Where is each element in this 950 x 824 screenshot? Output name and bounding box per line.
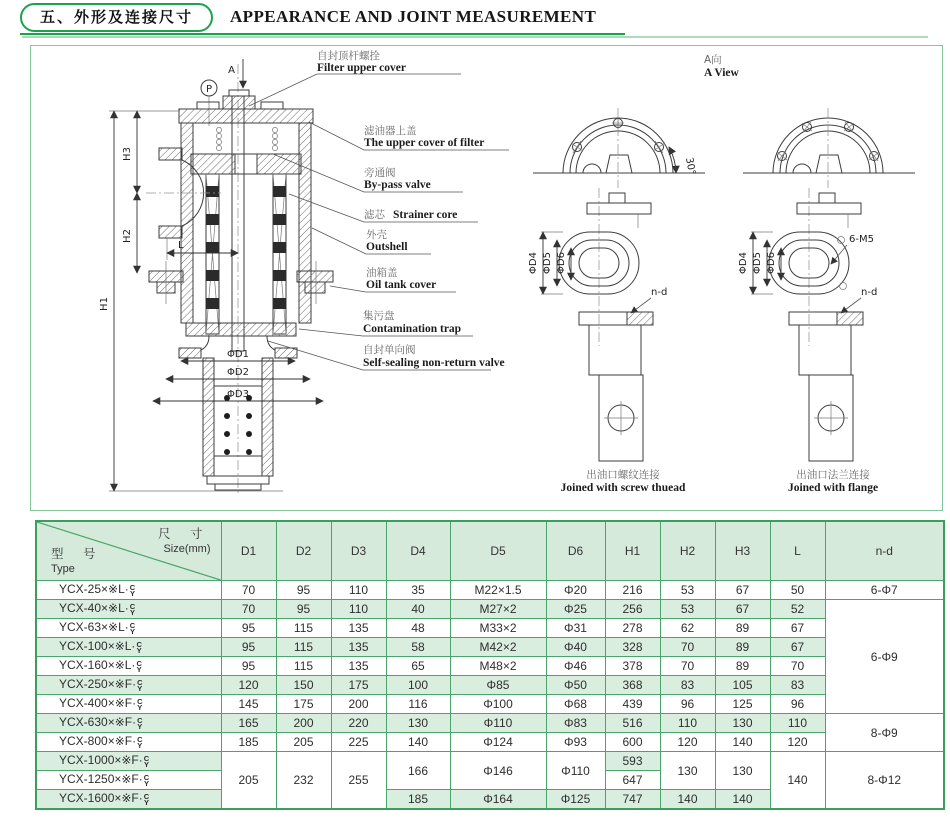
svg-text:集污盘: 集污盘 [363,310,395,322]
svg-text:自封顶杆螺拴: 自封顶杆螺拴 [317,50,380,62]
pressure-port-label: P [205,84,213,95]
corner-type-label: 型 号 Type [51,547,104,575]
col-h3: H3 [715,521,770,581]
col-d4: D4 [386,521,450,581]
svg-text:油箱盖: 油箱盖 [366,267,398,279]
thread-count-label: 6-M5 [849,234,874,245]
table-row: YCX-100×※L· C Y 95 115 135 58 M42×2 Φ40 328 70 89 67 [36,638,944,657]
svg-text:自封单向阀: 自封单向阀 [363,344,416,356]
section-badge: 五、外形及连接尺寸 [20,3,213,32]
diagram-panel [30,45,943,511]
type-cell: YCX-63×※L· C Y [36,619,221,638]
dim-label-d2: ΦD2 [227,367,249,378]
strainer-core-right [273,174,286,334]
col-d5: D5 [450,521,546,581]
dim-label-h2: H2 [122,229,133,243]
svg-text:By-pass valve: By-pass valve [364,179,431,191]
svg-text:滤油器上盖: 滤油器上盖 [364,125,417,137]
type-cell: YCX-630×※F· C Y [36,714,221,733]
type-cell: YCX-100×※L· C Y [36,638,221,657]
col-d6: D6 [546,521,605,581]
svg-text:Outshell: Outshell [366,241,408,253]
table-row: YCX-160×※L· C Y 95 115 135 65 M48×2 Φ46 378 70 89 70 [36,657,944,676]
main-section-view [146,59,333,496]
page-title: APPEARANCE AND JOINT MEASUREMENT [230,7,597,26]
table-row: YCX-400×※F· C Y 145 175 200 116 Φ100 Φ68 439 96 125 96 [36,695,944,714]
type-cell: YCX-40×※L· C Y [36,600,221,619]
dim-label-h3: H3 [122,147,133,161]
svg-text:Oil tank cover: Oil tank cover [366,279,437,291]
table-row: YCX-630×※F· C Y 165 200 220 130 Φ110 Φ83 516 110 130 110 8-Φ9 [36,714,944,733]
a-view-label-en: A View [704,67,739,79]
nd-label-flange: n-d [861,287,878,298]
a-view-label-cn: A向 [704,54,722,66]
col-l: L [770,521,825,581]
type-cell: YCX-400×※F· C Y [36,695,221,714]
callout-contamination-trap [299,309,473,336]
callout-filter-upper-cover [249,49,461,106]
col-nd: n-d [825,521,944,581]
view-direction-label: A [228,65,235,76]
dim-label-d1: ΦD1 [227,349,249,360]
corner-size-label: 尺 寸 Size(mm) [158,527,211,555]
col-h1: H1 [605,521,660,581]
callout-upper-cover-of-filter [309,122,509,150]
col-h2: H2 [660,521,715,581]
svg-text:滤芯: 滤芯 [364,209,385,221]
title-underline [20,33,625,35]
callout-self-sealing-valve [268,341,505,370]
type-cell: YCX-1000×※F· C Y [36,752,221,771]
type-cell: YCX-250×※F· C Y [36,676,221,695]
dimension-table [35,520,945,810]
caption-flange-en: Joined with flange [787,482,879,494]
dim-label-d6: ΦD6 [556,252,567,274]
table-row: YCX-25×※L· C Y 70 95 110 35 M22×1.5 Φ20 216 53 67 50 6-Φ7 [36,581,944,600]
callout-outshell [312,228,431,254]
svg-text:Filter upper cover: Filter upper cover [317,62,406,74]
svg-text:Contamination trap: Contamination trap [363,323,462,335]
type-cell: YCX-1600×※F· C Y [36,790,221,810]
dim-label-l: L [178,240,184,251]
dim-label-d6-flange: ΦD6 [766,252,777,274]
caption-flange-cn: 出油口法兰连接 [796,469,870,481]
type-cell: YCX-160×※L· C Y [36,657,221,676]
type-cell: YCX-25×※L· C Y [36,581,221,600]
col-d3: D3 [331,521,386,581]
dim-label-d5: ΦD5 [542,252,553,274]
flange-view [738,108,915,461]
table-row: YCX-800×※F· C Y 185 205 225 140 Φ124 Φ93 600 120 140 120 [36,733,944,752]
svg-text:外壳: 外壳 [366,229,387,241]
table-row: YCX-63×※L· C Y 95 115 135 48 M33×2 Φ31 278 62 89 67 [36,619,944,638]
col-d1: D1 [221,521,276,581]
callout-oil-tank-cover [330,266,456,292]
table-row: YCX-40×※L· C Y 70 95 110 40 M27×2 Φ25 256 53 67 52 6-Φ9 [36,600,944,619]
svg-text:The upper cover of filter: The upper cover of filter [364,137,485,149]
dim-label-d3: ΦD3 [227,389,249,400]
svg-text:Self-sealing non-return valve: Self-sealing non-return valve [363,357,505,369]
type-cell: YCX-1250×※F· C Y [36,771,221,790]
col-d2: D2 [276,521,331,581]
svg-text:Strainer core: Strainer core [393,209,458,221]
caption-screw-en: Joined with screw thuead [560,482,686,494]
table-row: YCX-1600×※F· C Y 185 Φ164 Φ125 747 140 140 [36,790,944,810]
dim-label-h1: H1 [99,297,110,311]
strainer-core-left [206,174,219,334]
table-corner-header [36,521,221,581]
caption-screw-cn: 出油口螺纹连接 [586,469,660,481]
spring-detail [216,127,277,150]
nd-label-screw: n-d [651,287,668,298]
technical-drawing [31,46,940,508]
table-row: YCX-1250×※F· C Y 647 [36,771,944,790]
callout-strainer-core [289,194,478,222]
header-row [36,521,944,581]
screw-thread-view [528,108,705,461]
table-row: YCX-1000×※F· C Y 205 232 255 166 Φ146 Φ110 593 130 130 140 8-Φ12 [36,752,944,771]
dim-label-d4-flange: ΦD4 [738,252,749,274]
type-cell: YCX-800×※F· C Y [36,733,221,752]
table-row: YCX-250×※F· C Y 120 150 175 100 Φ85 Φ50 368 83 105 83 [36,676,944,695]
angle-30-label: 30° [683,156,697,176]
dim-label-d5-flange: ΦD5 [752,252,763,274]
dim-label-d4: ΦD4 [528,252,539,274]
title-underline-light [22,36,928,38]
svg-text:旁通阀: 旁通阀 [364,167,396,179]
